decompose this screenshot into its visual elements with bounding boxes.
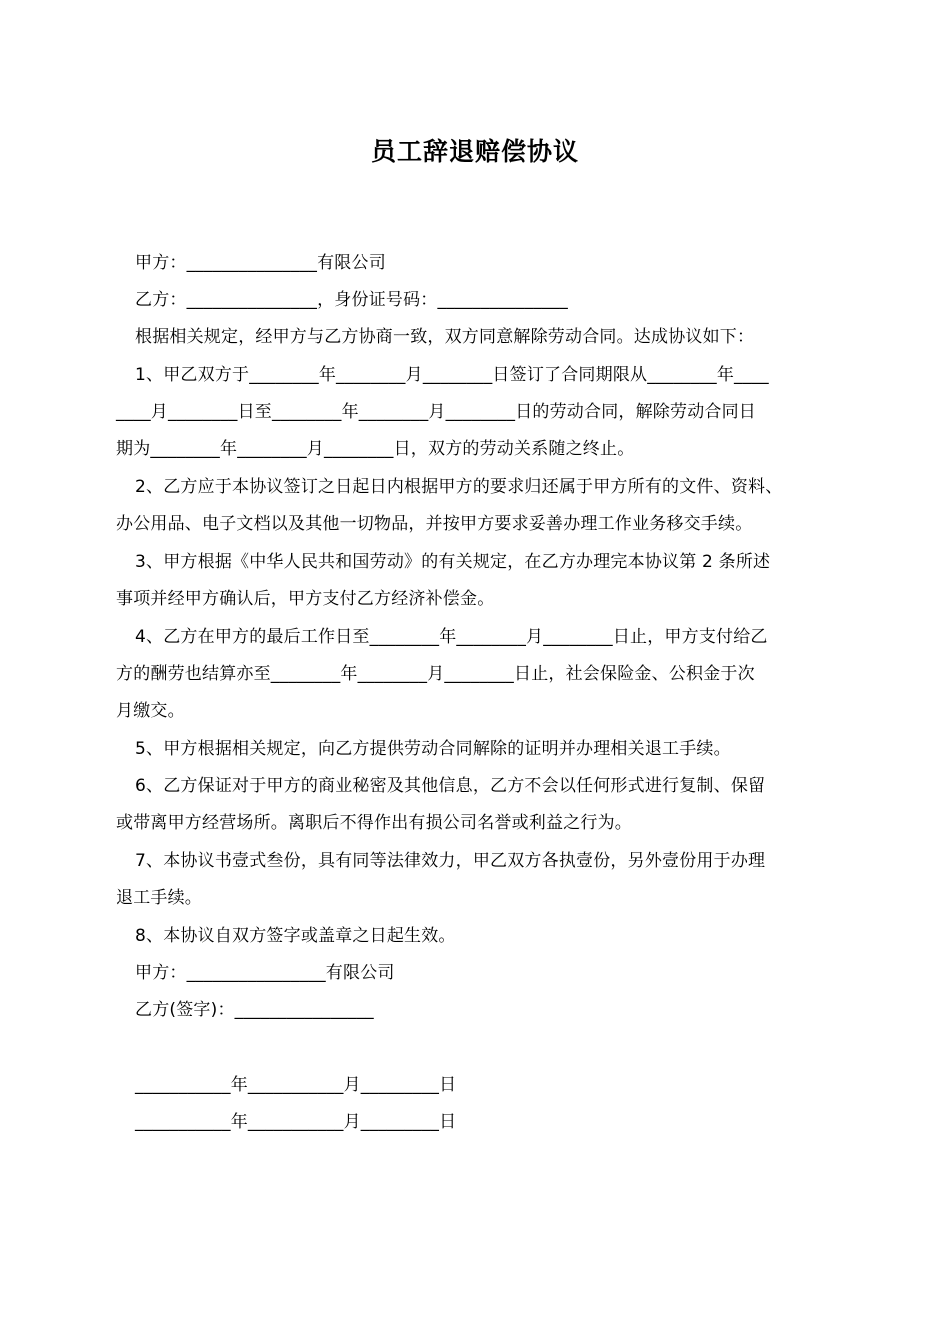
- clause-3-line-2: 事项并经甲方确认后，甲方支付乙方经济补偿金。: [116, 589, 495, 609]
- clause-2-line-1: 2、乙方应于本协议签订之日起日内根据甲方的要求归还属于甲方所有的文件、资料、: [135, 477, 783, 497]
- signature-party-a: 甲方：________________有限公司: [135, 963, 395, 983]
- clause-4-line-3: 月缴交。: [116, 701, 185, 721]
- clause-7-line-1: 7、本协议书壹式叁份，具有同等法律效力，甲乙双方各执壹份，另外壹份用于办理: [135, 851, 766, 871]
- clause-1-line-2: ____月________日至________年________月________日的劳动合同，解除劳动合同日: [116, 402, 756, 422]
- party-b-line: 乙方：_______________，身份证号码：_______________: [135, 290, 568, 310]
- clause-5-line-1: 5、甲方根据相关规定，向乙方提供劳动合同解除的证明并办理相关退工手续。: [135, 739, 731, 759]
- clause-1-line-3: 期为________年________月________日，双方的劳动关系随之终止。: [116, 439, 635, 459]
- clause-4-line-1: 4、乙方在甲方的最后工作日至________年________月________日止，甲方支付给乙: [135, 627, 768, 647]
- clause-8-line-1: 8、本协议自双方签字或盖章之日起生效。: [135, 926, 456, 946]
- signature-date-1: ___________年___________月_________日: [135, 1075, 457, 1095]
- clause-7-line-2: 退工手续。: [116, 888, 202, 908]
- clause-6-line-2: 或带离甲方经营场所。离职后不得作出有损公司名誉或利益之行为。: [116, 813, 632, 833]
- clause-3-line-1: 3、甲方根据《中华人民共和国劳动》的有关规定，在乙方办理完本协议第 2 条所述: [135, 552, 771, 572]
- signature-party-b: 乙方(签字)：________________: [135, 1000, 374, 1020]
- preamble-line: 根据相关规定，经甲方与乙方协商一致，双方同意解除劳动合同。达成协议如下：: [135, 327, 755, 347]
- clause-1-line-1: 1、甲乙双方于________年________月________日签订了合同期限从________年____: [135, 365, 769, 385]
- clause-2-line-2: 办公用品、电子文档以及其他一切物品，并按甲方要求妥善办理工作业务移交手续。: [116, 514, 753, 534]
- party-a-line: 甲方：_______________有限公司: [135, 253, 386, 273]
- signature-date-2: ___________年___________月_________日: [135, 1112, 457, 1132]
- clause-6-line-1: 6、乙方保证对于甲方的商业秘密及其他信息，乙方不会以任何形式进行复制、保留: [135, 776, 766, 796]
- clause-4-line-2: 方的酬劳也结算亦至________年________月________日止，社会保险金、公积金于次: [116, 664, 755, 684]
- document-title: 员工辞退赔偿协议: [370, 137, 579, 166]
